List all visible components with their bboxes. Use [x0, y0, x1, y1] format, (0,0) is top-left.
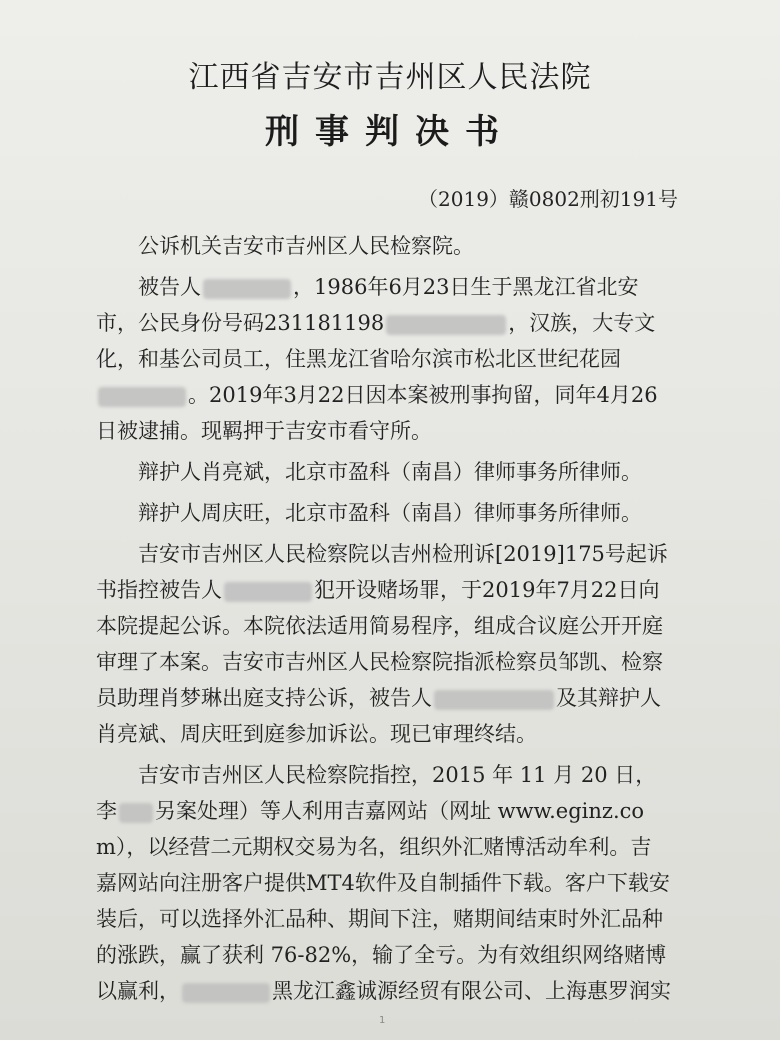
paragraph-prosecutor: 公诉机关吉安市吉州区人民检察院。 [138, 234, 474, 258]
paragraph-prosecution [96, 536, 671, 752]
page-mark: 1 [379, 1015, 386, 1026]
accusation-text-1: 吉安市吉州区人民检察院指控，2015 年 11 月 20 日，李 [96, 763, 657, 823]
redacted-id-number [386, 315, 506, 335]
document-title: 刑事判决书 [265, 112, 515, 152]
defendant-details-2: ，汉族，大专文化，和基公司员工，住黑龙江省哈尔滨市松北区世纪花园 [96, 311, 656, 371]
paragraph-accusation [96, 757, 671, 1009]
prosecution-text-1: 吉安市吉州区人民检察院以吉州检刑诉[2019]175号起诉书指控被告人 [96, 542, 668, 602]
redacted-name-li [119, 803, 153, 823]
redacted-defendant-name [224, 582, 312, 602]
redacted-address [98, 387, 186, 407]
defendant-details-1: ，1986年6月23日生于黑龙江省北安市，公民身份号码231181198 [96, 275, 639, 335]
defendant-label: 被告人 [138, 275, 201, 299]
court-name: 江西省吉安市吉州区人民法院 [188, 60, 592, 95]
judgment-text [96, 228, 671, 1009]
accusation-text-3: 黑龙江鑫诚源经贸有限公司、上海惠罗润实 [272, 979, 671, 1003]
case-number: （2019）赣0802刑初191号 [418, 187, 678, 211]
paragraph-defender-2: 辩护人周庆旺，北京市盈科（南昌）律师事务所律师。 [138, 501, 642, 525]
prosecution-text-2: 犯开设赌场罪，于2019年7月22日向本院提起公诉。本院依法适用简易程序，组成合议庭公开开庭审理了本案。吉安市吉州区人民检察院指派检察员邹凯、检察员助理肖梦琳出庭支持公诉，被告人 [96, 578, 663, 710]
paragraph-defender-1: 辩护人肖亮斌，北京市盈科（南昌）律师事务所律师。 [138, 460, 642, 484]
prosecution-text-3: 及其辩护人肖亮斌、周庆旺到庭参加诉讼。现已审理终结。 [96, 686, 661, 746]
defendant-details-3: 。2019年3月22日因本案被刑事拘留，同年4月26日被逮捕。现羁押于吉安市看守所。 [96, 383, 658, 443]
redacted-name [203, 279, 291, 299]
accusation-text-2: 另案处理）等人利用吉嘉网站（网址 www.eginz.com），以经营二元期权交易为名，组织外汇赌博活动牟利。吉嘉网站向注册客户提供MT4软件及自制插件下载。客户下载安装后，可以选择外汇品种、期间下注，赌期间结束时外汇品种的涨跌，赢了获利 76-82%，输了全亏。为有效组织网络赌博以赢利， [96, 799, 670, 1003]
paragraph-defendant [96, 269, 671, 449]
redacted-defendant-name-2 [434, 690, 554, 710]
redacted-accomplice [182, 983, 270, 1003]
